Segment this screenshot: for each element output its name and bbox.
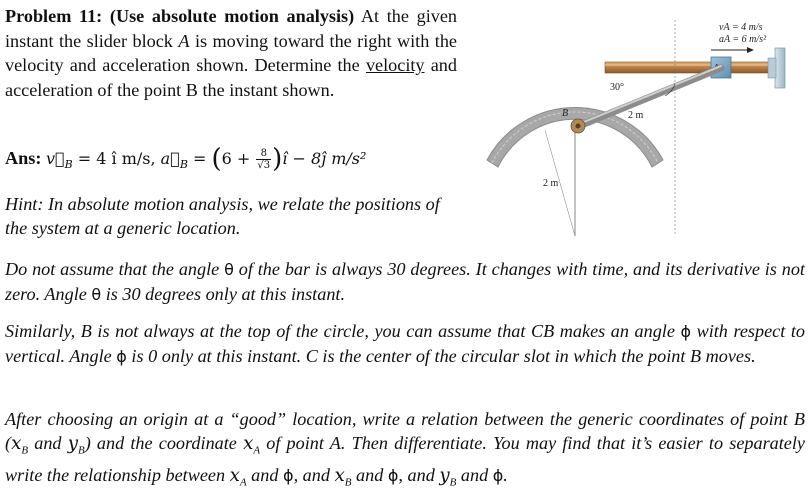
radius-length-label: 2 m xyxy=(543,178,559,189)
velocity-label: vA = 4 m/s xyxy=(719,22,763,33)
p3-yb-2: y xyxy=(439,465,450,487)
p1-c: is 30 degrees only at this instant. xyxy=(101,284,346,305)
p3-c: of point A. Then differentiate. You may find that it’s easier to separately write the relationship between xyxy=(5,433,806,486)
mechanism-diagram xyxy=(475,0,811,250)
p3-phi-2: ϕ xyxy=(387,466,399,486)
paragraph-coordinates xyxy=(5,407,805,495)
link-bar xyxy=(579,68,721,126)
answer-label: Ans: xyxy=(5,148,42,168)
p2-c: is 0 only at this instant. xyxy=(126,346,306,367)
problem-var-a: A xyxy=(178,30,190,51)
answer-eq1: = 4 î m/s, xyxy=(72,149,161,168)
wall-plate xyxy=(768,58,776,78)
answer-fraction xyxy=(256,148,271,171)
p3-and3: and xyxy=(351,465,388,486)
answer-ab: a⃗ xyxy=(160,149,180,168)
problem-text-1: At the given instant the slider block xyxy=(5,6,458,51)
problem-statement xyxy=(5,4,457,102)
p3-xa-2: x xyxy=(229,465,240,487)
p2-cvar: C xyxy=(305,346,318,367)
p3-b: ) and the coordinate xyxy=(84,433,244,454)
answer-vb-sub: B xyxy=(64,158,73,172)
p3-xb-2: x xyxy=(334,465,345,487)
p2-phi: ϕ xyxy=(680,322,692,341)
horizontal-rod xyxy=(605,62,775,73)
p1-b: of the bar is always 30 degrees. It changes with time, and its derivative is not zero. Angle xyxy=(5,259,805,305)
velocity-arrow-head xyxy=(747,47,754,53)
p1-theta: θ xyxy=(224,260,234,279)
angle-label: 30° xyxy=(610,82,624,93)
p3-a: After choosing an origin at a “good” location, write a relation between the generic coordinates of point B ( xyxy=(5,409,805,454)
p2-b: with respect to vertical. Angle xyxy=(5,321,805,367)
fraction-numerator: 8 xyxy=(256,148,271,160)
mechanism-figure xyxy=(475,0,811,250)
answer-vb: v⃗ xyxy=(45,149,65,168)
p3-phi: ϕ xyxy=(283,466,294,486)
problem-text-2: is moving toward the right with the velocity and acceleration shown. Determine the xyxy=(5,30,457,76)
p2-phi-2: ϕ xyxy=(116,347,127,367)
p3-xb-2-sub: B xyxy=(344,476,352,489)
fraction-denominator: √3 xyxy=(257,160,271,171)
p3-xa: x xyxy=(243,433,254,455)
bar-length-label: 2 m xyxy=(628,110,644,121)
hint-text: Hint: In absolute motion analysis, we relate the positions of the system at a generic location. xyxy=(5,194,440,238)
answer-math xyxy=(45,144,367,174)
answer-line xyxy=(5,144,366,179)
problem-underlined-word: velocity xyxy=(365,55,425,76)
p2-d: is the center of the circular slot in which the point B moves. xyxy=(317,346,756,367)
answer-paren-open: ( xyxy=(211,144,222,174)
p2-a: Similarly, B is not always at the top of the circle, you can assume that CB makes an angle xyxy=(5,321,681,341)
paragraph-theta xyxy=(5,257,805,308)
paragraph-phi xyxy=(5,319,805,370)
p1-a: Do not assume that the angle xyxy=(5,259,225,279)
p3-and2: and xyxy=(246,465,283,486)
acceleration-label: aA = 6 m/s² xyxy=(719,34,767,45)
answer-ab-sub: B xyxy=(179,158,188,172)
problem-heading: Problem 11: (Use absolute motion analysis) xyxy=(5,6,355,26)
pin-b-center xyxy=(576,124,581,129)
p3-xa-sub: A xyxy=(253,444,261,457)
p3-xa-2-sub: A xyxy=(239,476,247,489)
p3-yb-sub: B xyxy=(77,444,85,457)
p3-f: . xyxy=(503,465,508,486)
p3-phi-3: ϕ xyxy=(492,466,504,486)
answer-six-plus: 6 + xyxy=(221,149,256,168)
p3-and4: and xyxy=(456,465,493,486)
p3-d: , and xyxy=(293,465,335,486)
p3-yb: y xyxy=(67,433,78,455)
p3-and1: and xyxy=(28,433,68,454)
p3-xb-sub: B xyxy=(21,444,29,457)
problem-text-3: and acceleration of the point B the instant shown. xyxy=(5,55,457,100)
point-b-label: B xyxy=(562,108,569,119)
answer-paren-close: ) xyxy=(272,144,283,174)
p3-yb-2-sub: B xyxy=(449,476,457,489)
p3-xb: x xyxy=(11,433,22,455)
right-wall xyxy=(775,48,785,88)
p1-theta-2: θ xyxy=(91,285,102,305)
answer-tail: î − 8ĵ m/s² xyxy=(282,149,367,168)
p3-e: , and xyxy=(398,465,440,486)
answer-eq2: = xyxy=(187,149,212,168)
link-bar-highlight xyxy=(579,66,721,124)
